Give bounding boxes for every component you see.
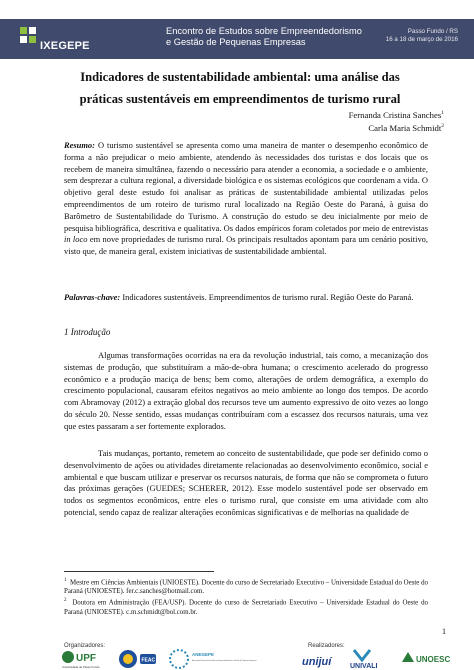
page-number: 1: [442, 627, 446, 636]
feac-logo: [118, 648, 158, 670]
footnote-text: Doutora em Administração (FEA/USP). Docente do curso de Secretariado Executivo – Universidade Estadual do Oeste do Paraná (UNIOESTE). c.m.schmidt@bol.com.br.: [64, 599, 428, 616]
upf-logo-name: UPF: [76, 653, 96, 664]
event-title-line1: Encontro de Estudos sobre Empreendedorismo: [166, 26, 362, 36]
unijui-logo-name: unijuí: [302, 656, 332, 668]
author-footnote-mark: 1: [441, 110, 444, 116]
logo-text: IXEGEPE: [40, 40, 90, 52]
author-list: [349, 108, 444, 134]
sponsors-label: Realizadores:: [308, 643, 345, 649]
event-dates: 16 a 18 de março de 2016: [385, 36, 458, 43]
intro-paragraph-2: Tais mudanças, portanto, remetem ao conceito de sustentabilidade, que pode ser definido como o desenvolvimento de ações ou atividades diretamente relacionadas ao desenvolvimento econômico, social e ambiental e que buscam utilizar e preservar os recursos naturais, de forma que não se comprometa o futuro das próximas gerações (GUEDES; SCHERER, 2012). Esse modelo sustentável pode ser observado em todos os segmentos econômicos, entre eles o turismo rural, que consiste em uma atividade com alto potencial, sendo capaz de realizar alterações econômicas significativas e de melhorias na qualidade de: [64, 448, 428, 517]
footnote-divider: [64, 571, 214, 572]
abstract-label: Resumo:: [64, 140, 95, 150]
keywords: [64, 292, 428, 304]
upf-logo-subtitle: Universidade de Passo Fundo: [62, 665, 100, 669]
footnote-1: [64, 576, 428, 596]
event-location: Passo Fundo / RS: [407, 28, 458, 35]
feac-logo-name: FEAC: [141, 657, 156, 664]
author-name: Fernanda Cristina Sanches: [348, 109, 442, 120]
event-location-date: [386, 28, 458, 44]
anegepe-logo: [168, 648, 257, 670]
univali-logo: [348, 648, 394, 670]
author-footnote-mark: 2: [441, 122, 444, 129]
footnote-text: Mestre em Ciências Ambientais (UNIOESTE). Docente do curso de Secretariado Executivo – Universidade Estadual do Oeste do Paraná (UNIOESTE). fer.c.sanches@hotmail.com.: [64, 579, 429, 596]
unoesc-logo: [398, 648, 458, 670]
abstract-text-1: O turismo sustentável se apresenta como uma maneira de manter o desempenho econômico de forma a não prejudicar o meio ambiente, atendendo às necessidades dos turistas e dos locais que os recebem de maneira simultânea, fazendo o necessário para atender a economia, a sociedade e o ambiente, sem desprezar a cultura regional, a diversidade biológica e os sistemas ecológicos que coordenam a vida. O objetivo geral deste estudo foi analisar as práticas de sustentabilidade ambiental utilizadas pelos empreendimentos de um roteiro de turismo rural localizado na Região Oeste do Paraná, à guisa do Barômetro de Sustentabilidade do Turismo. A construção do estudo se deu inicialmente por meio de pesquisa bibliográfica, descritiva e qualitativa. Os dados empíricos foram coletados por meio de entrevistas: [64, 140, 429, 233]
footnote-mark: 1: [64, 578, 67, 583]
event-logo: [14, 19, 90, 59]
univali-logo-name: UNIVALI: [350, 663, 378, 670]
footnotes: [64, 571, 428, 617]
section-heading: 1 Introdução: [64, 327, 111, 337]
anegepe-logo-subtitle: Associação Nacional de Estudos em Empreendedorismo e Gestão de Pequenas Empresas: [192, 661, 257, 662]
abstract-italic: in loco: [64, 234, 88, 245]
intro-paragraph-1: Algumas transformações ocorridas na era da revolução industrial, tais como, a mecanização dos sistemas de produção, que substituíram a mão-de-obra humana; o crescimento acelerado do progresso econômico e a produção maciça de bens; bem como, alterações de ordem demográfica, a exemplo do crescimento populacional, causaram efeitos negativos ao meio ambiente ao longo dos tempos. De acordo com Abramovay (2012) a extração global dos recursos teve um aumento expressivo de oito vezes ao longo do século 20. Nesse sentido, essas mudanças contribuíram com a escassez dos recursos naturais, uma vez que estes passaram a ser fortemente explorados.: [64, 350, 428, 431]
author-2: [349, 121, 444, 134]
footer-logos: [0, 640, 474, 670]
abstract: [64, 140, 428, 258]
keywords-label: Palavras-chave:: [64, 292, 121, 302]
footnote-2: [64, 596, 428, 616]
anegepe-logo-name: ANEGEPE: [192, 652, 215, 657]
logo-mark-icon: [18, 25, 40, 53]
organizers-label: Organizadores:: [64, 643, 106, 649]
upf-logo: [60, 649, 106, 670]
footnote-mark: 2: [64, 598, 67, 604]
author-name: Carla Maria Schmidt: [368, 122, 442, 133]
unoesc-logo-name: UNOESC: [416, 655, 451, 664]
author-1: [349, 108, 444, 121]
event-banner: [0, 19, 474, 59]
event-title: [166, 26, 376, 48]
abstract-text-2: em nove propriedades de turismo rural. Os principais resultados apontam para um cenário positivo, visto que, de maneira geral, existem iniciativas de sustentabilidade ambiental.: [64, 234, 428, 257]
paper-title: Indicadores de sustentabilidade ambiental: uma análise das práticas sustentáveis em empreendimentos de turismo rural: [79, 70, 401, 106]
event-title-line2: e Gestão de Pequenas Empresas: [166, 37, 306, 47]
keywords-text: Indicadores sustentáveis. Empreendimentos de turismo rural. Região Oeste do Paraná.: [122, 292, 414, 302]
unijui-logo: [300, 650, 344, 670]
